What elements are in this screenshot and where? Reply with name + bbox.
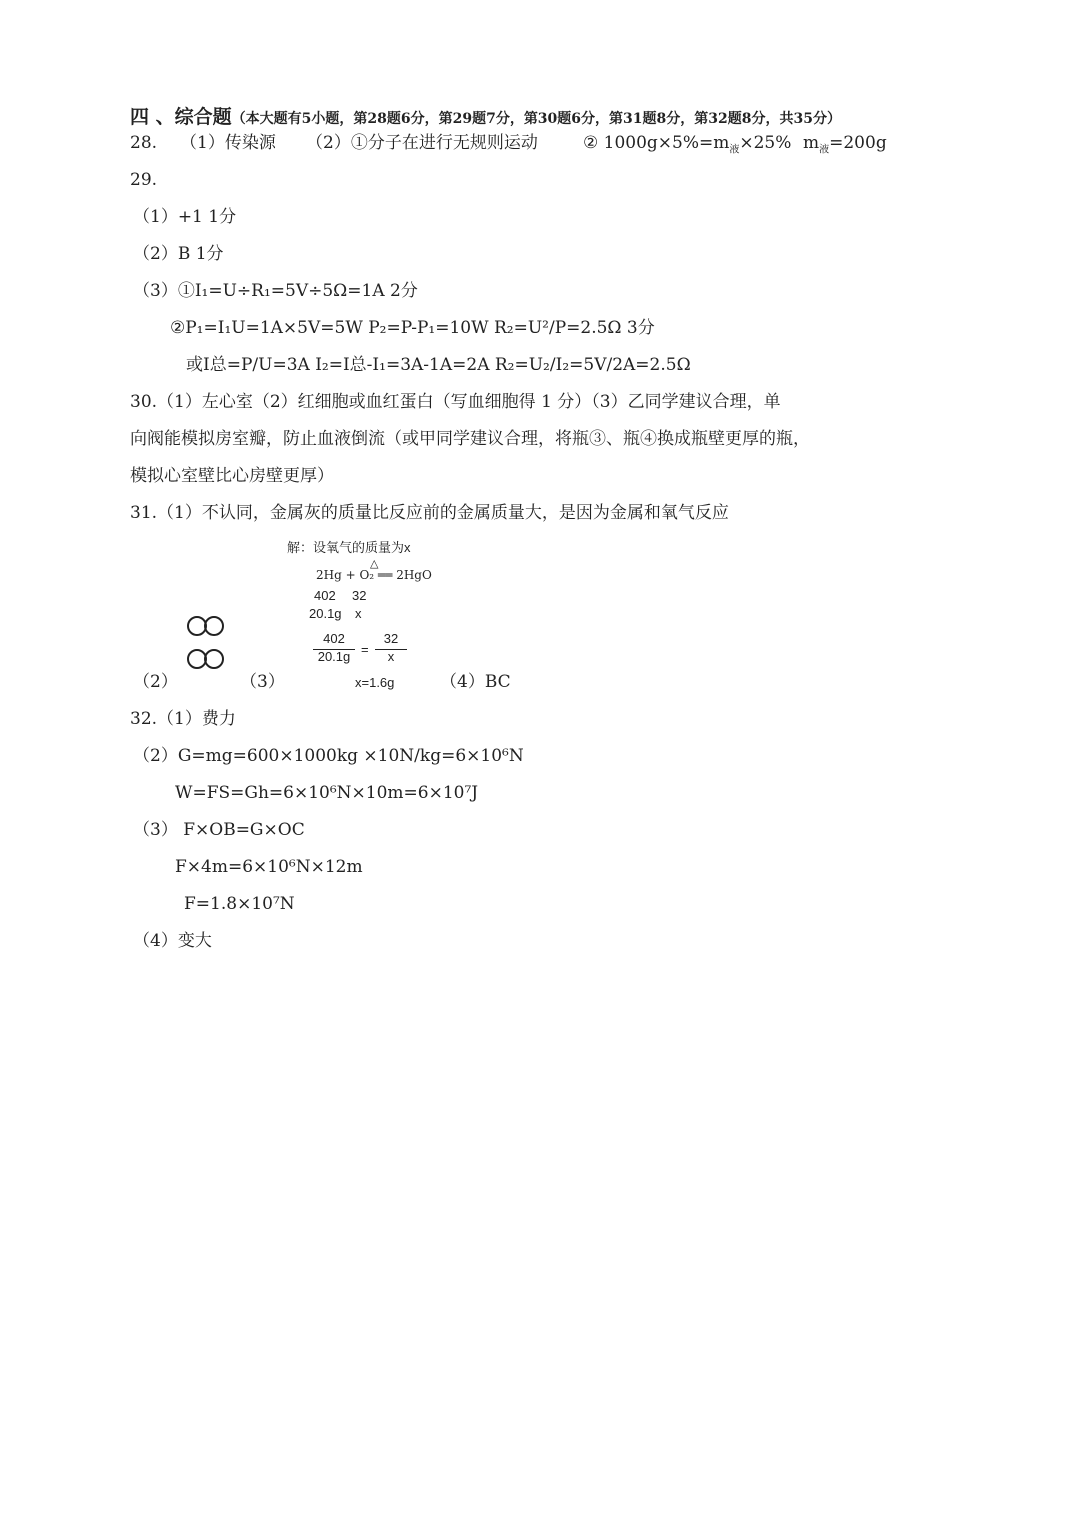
q31-given-a: 20.1g: [309, 606, 342, 621]
q30-line3: 模拟心室壁比心房壁更厚）: [130, 466, 334, 486]
q31-part3: （3）: [240, 672, 285, 692]
q28-line: [130, 132, 157, 154]
q31-heat-symbol: △: [370, 557, 379, 570]
q32-line2: （2）G=mg=600×1000kg ×10N/kg=6×10⁶N: [133, 746, 524, 766]
q28-part3: [583, 132, 791, 161]
q28-part2: （2）①分子在进行无规则运动: [306, 133, 538, 153]
q28-part3-tail: ×25%: [739, 133, 792, 153]
q28-part4: [803, 132, 887, 161]
section-note: （本大题有5小题，第28题6分，第29题7分，第30题6分，第31题8分，第32题8分，共35分）: [231, 111, 841, 127]
q30-line1: 30.（1）左心室（2）红细胞或血红蛋白（写血细胞得 1 分）（3）乙同学建议合理，单: [130, 392, 781, 412]
q32-line7: （4）变大: [133, 931, 212, 951]
q29-number: 29.: [130, 170, 158, 190]
q32-line6: F=1.8×10⁷N: [184, 894, 295, 914]
q28-part1: （1）传染源: [180, 133, 276, 153]
section-title: 四 、综合题: [130, 106, 232, 128]
q29-line1: （1）+1 1分: [133, 207, 237, 227]
atom-circle-icon: [204, 649, 224, 669]
q31-mass-a: 402: [314, 588, 336, 603]
q31-equation: 2Hg + O₂ ══ 2HgO: [316, 568, 432, 582]
q28-part3-sub: 液: [729, 144, 740, 156]
q31-solve: 解：设氧气的质量为x: [287, 540, 411, 555]
q28-part4-sub: 液: [819, 144, 830, 156]
q29-line3: （3）①I₁=U÷R₁=5V÷5Ω=1A 2分: [133, 281, 418, 301]
q31-frac2-denominator: x: [387, 649, 395, 664]
q32-line3: W=FS=Gh=6×10⁶N×10m=6×10⁷J: [175, 783, 479, 803]
q31-line1: 31.（1）不认同，金属灰的质量比反应前的金属质量大，是因为金属和氧气反应: [130, 503, 729, 523]
q28-part3-text: ② 1000g×5%=m: [583, 133, 730, 153]
q31-frac2-numerator: 32: [383, 631, 399, 646]
q28-part4-tail: =200g: [829, 133, 887, 153]
q29-line4: ②P₁=I₁U=1A×5V=5W P₂=P-P₁=10W R₂=U²/P=2.5Ω 3分: [170, 318, 655, 338]
q28-number: 28.: [130, 133, 158, 153]
q32-line1: 32.（1）费力: [130, 709, 236, 729]
q31-frac1-denominator: 20.1g: [317, 649, 351, 664]
q31-part4: （4）BC: [440, 672, 511, 692]
q32-line4: （3） F×OB=G×OC: [133, 820, 305, 840]
q31-given-b: x: [355, 606, 362, 621]
q31-equals: =: [361, 642, 369, 657]
q30-line2: 向阀能模拟房室瓣，防止血液倒流（或甲同学建议合理，将瓶③、瓶④换成瓶壁更厚的瓶，: [130, 429, 810, 449]
q32-line5: F×4m=6×10⁶N×12m: [175, 857, 363, 877]
q29-line5: 或I总=P/U=3A I₂=I总-I₁=3A-1A=2A R₂=U₂/I₂=5V/2A=2.5Ω: [186, 355, 691, 375]
q31-frac1-numerator: 402: [323, 631, 345, 646]
q28-part4-text: m: [803, 133, 820, 153]
q31-result: x=1.6g: [355, 675, 395, 690]
section-header: [130, 106, 841, 130]
q29-line2: （2）B 1分: [133, 244, 224, 264]
atom-circle-icon: [204, 616, 224, 636]
q31-part2: （2）: [133, 672, 178, 692]
q31-mass-b: 32: [352, 588, 367, 603]
